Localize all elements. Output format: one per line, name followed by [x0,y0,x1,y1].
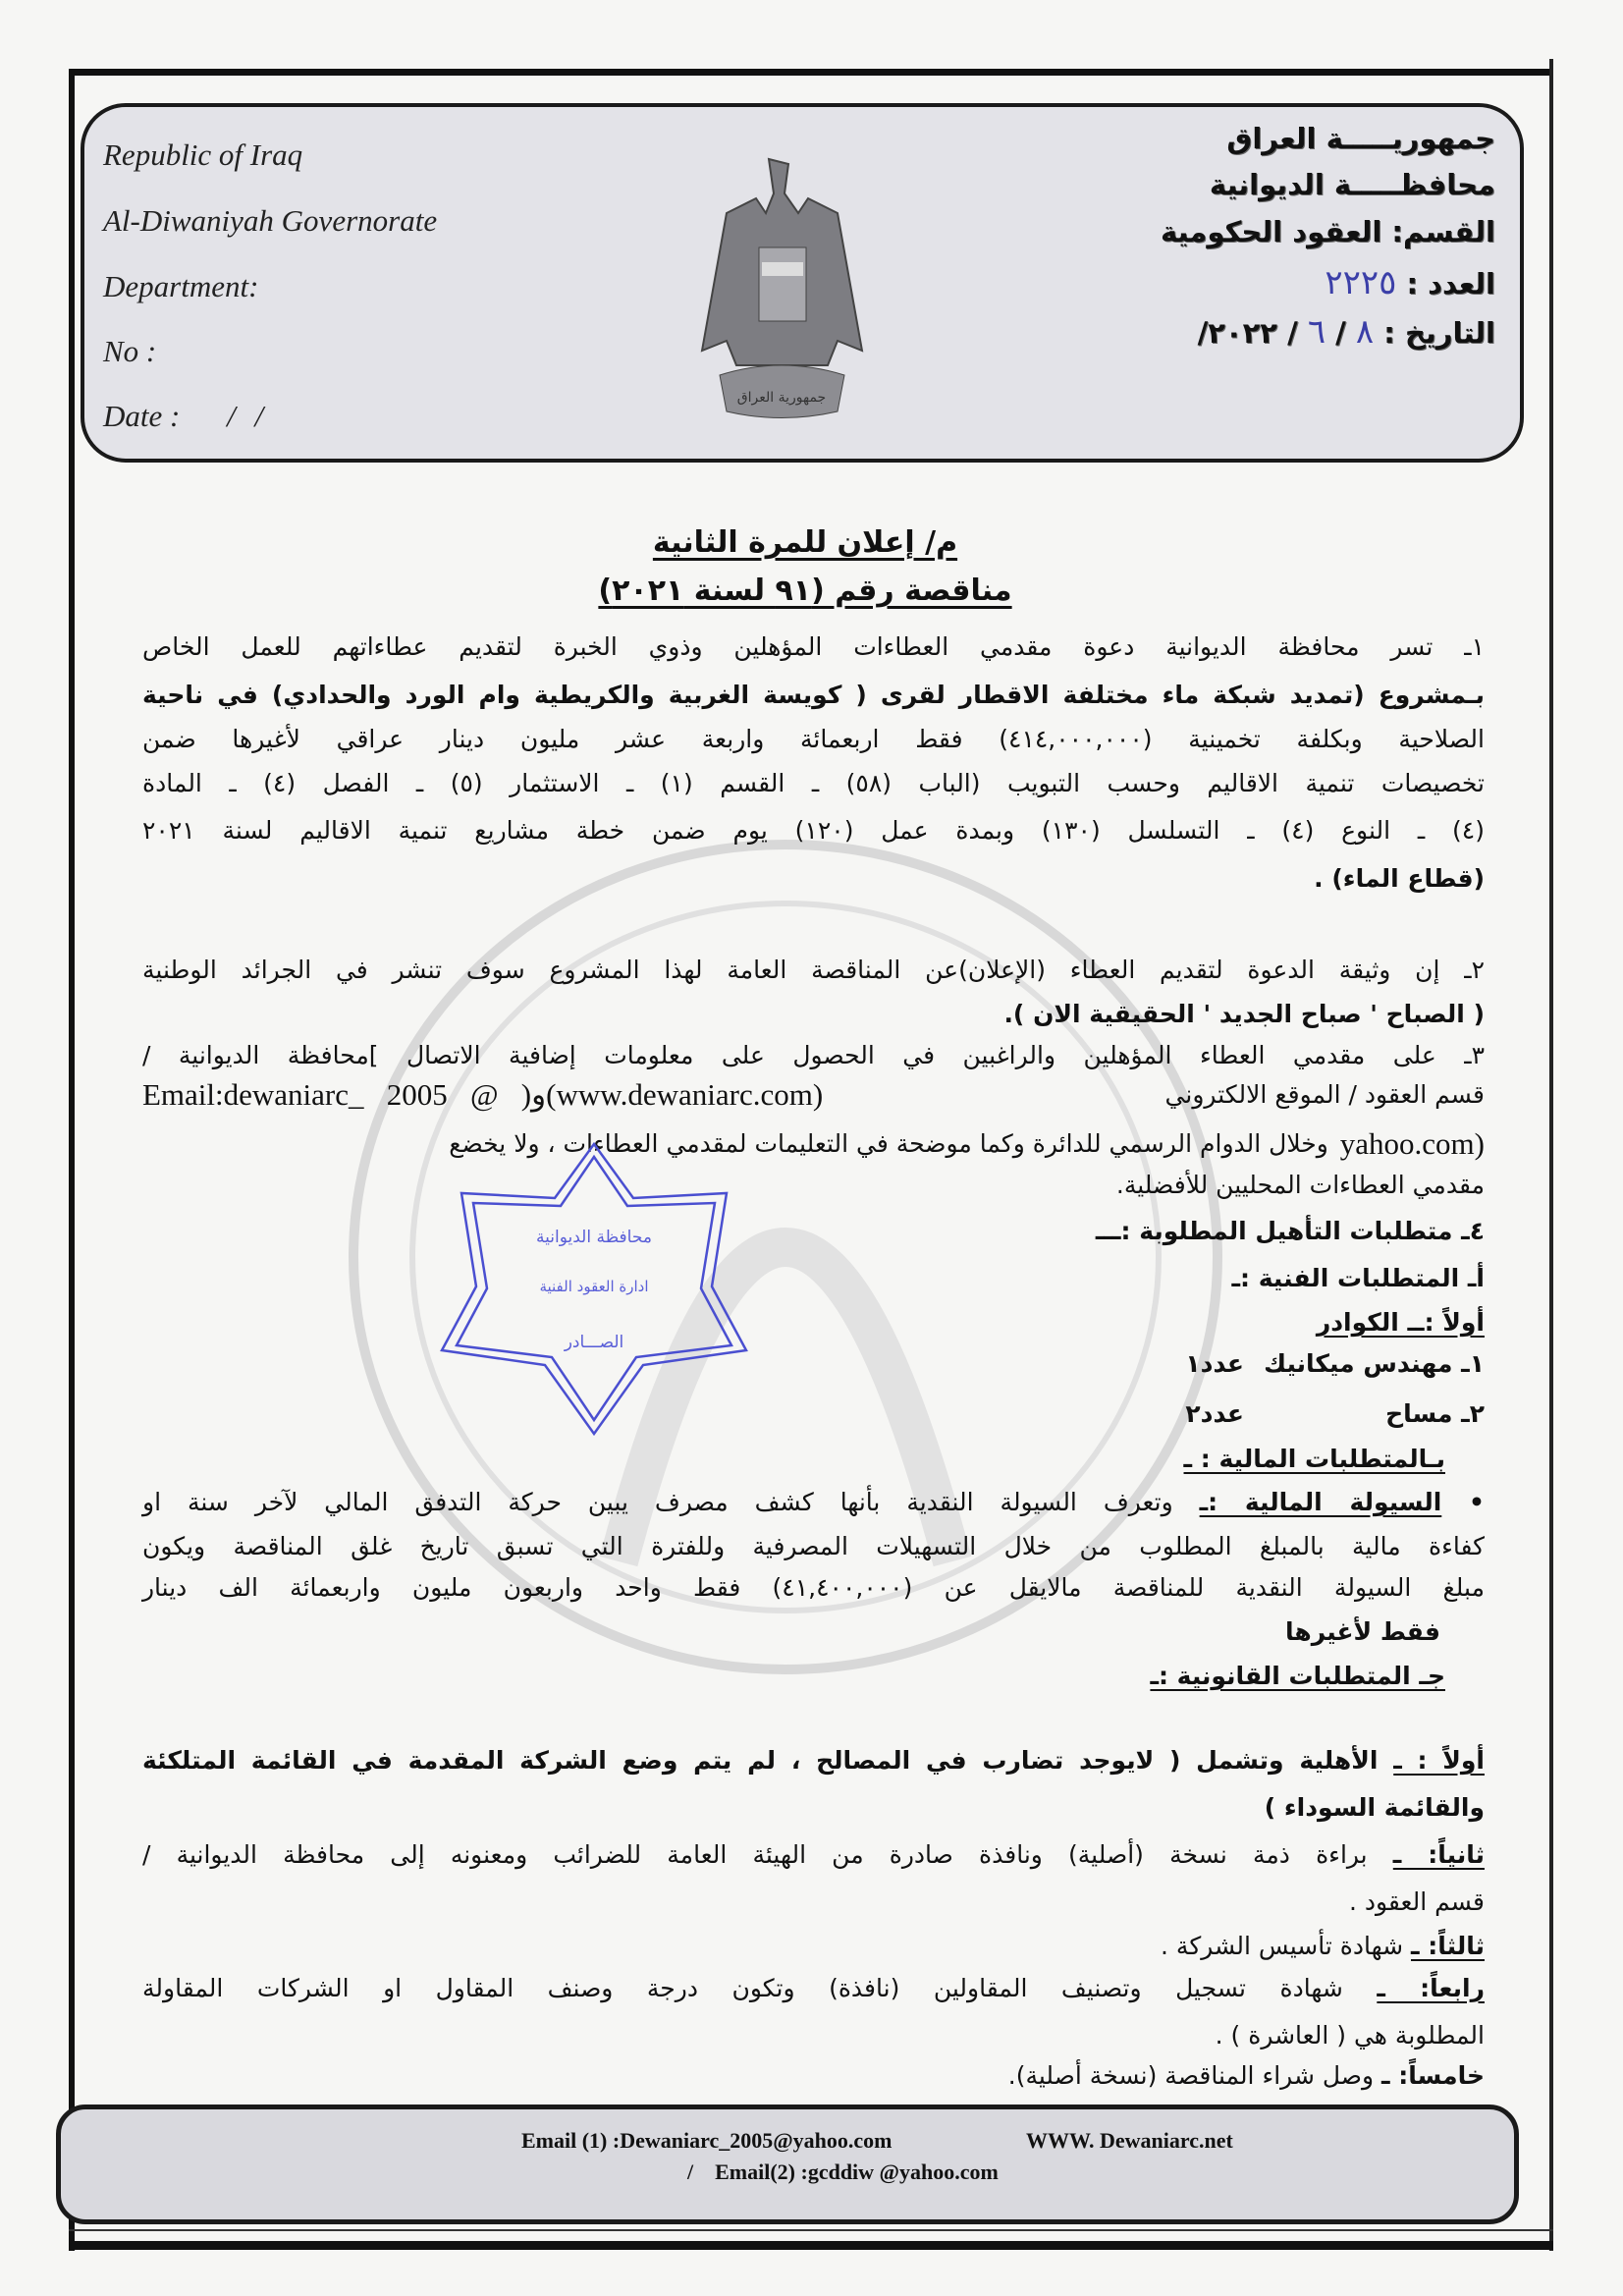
tender-number-title: مناقصة رقم (٩١ لسنة ٢٠٢١) [598,574,1012,608]
announcement-title: م/ إعلان للمرة الثانية [652,525,958,560]
page-border-left [69,69,75,2251]
header-date-label: Date : [103,399,181,433]
p3-line-4: مقدمي العطاءات المحليين للأفضلية. [1115,1171,1485,1199]
legal-item-1-line-2: والقائمة السوداء ) [1264,1793,1485,1822]
header-governorate-ar: محافظـــــة الديوانية [1209,168,1495,201]
legal-requirements-heading: جـ المتطلبات القانونية :ـ [1150,1662,1445,1690]
header-department-ar: القسم: العقود الحكومية [1160,215,1495,248]
p1-line-4: تخصيصات تنمية الاقاليم وحسب التبويب (الباب (٥٨) ـ القسم (١) ـ الاستثمار (٥) ـ الفصل (٤) ـ المادة [142,769,1485,797]
legal-item-1-line-1: أولاً : ـ الأهلية وتشمل ( لايوجد تضارب في المصالح ، لم يتم وضع الشركة المقدمة في القائمة المتلكئة [142,1746,1485,1775]
technical-requirements-heading: أـ المتطلبات الفنية :ـ [1231,1264,1485,1292]
emblem-text: جمهورية العراق [736,390,827,406]
header-date-en [103,399,269,434]
staff-row-1 [142,1340,1485,1388]
liquidity-line-2: كفاءة مالية بالمبلغ المطلوب من خلال التسهيلات المصرفية وللفترة التي تسبق تاريخ غلق المناقصة ويكون [142,1532,1485,1560]
p3-line-3 [142,1121,1485,1168]
header-number-ar [1325,263,1495,302]
p2-line-2: ( الصباح ' صباح الجديد ' الحقيقية الان ). [1003,1000,1485,1028]
staff-count: عدد٢ [1185,1399,1244,1428]
staff-heading: أولاً :ــ الكوادر [1316,1308,1485,1337]
staff-role: ٢ـ مساح [1385,1399,1485,1428]
legal-item-4-line-2: المطلوبة هي ( العاشرة ) . [1215,2021,1485,2050]
stamp-line-3: الصـــادر [564,1333,624,1352]
header-department-en: Department: [103,269,259,303]
liquidity-line-4: فقط لأغيرها [1284,1617,1440,1646]
p3-line-2 [142,1071,1485,1119]
header-governorate-en: Al-Diwaniyah Governorate [103,203,438,238]
page-border-top [69,69,1553,76]
stamp-line-1: محافظة الديوانية [536,1228,652,1247]
qualification-heading: ٤ـ متطلبات التأهيل المطلوبة :ـــ [1095,1217,1485,1245]
header-date-label-ar: التاريخ : [1383,316,1495,350]
header-date-ar: التاريخ : ٨ / ٦ / ٢٠٢٢/ [1197,312,1495,352]
header-date-month: ٦ [1307,312,1326,352]
page-border-bottom-thin [69,2229,1553,2231]
p2-line-1: ٢ـ إن وثيقة الدعوة لتقديم العطاء (الإعلان)عن المناقصة العامة لهذا المشروع سوف تنشر في الجرائد الوطنية [142,956,1485,984]
staff-count: عدد١ [1185,1349,1244,1378]
p1-line-3: الصلاحية وبكلفة تخمينية (٤١٤,٠٠٠,٠٠٠) فقط اربعمائة واربعة عشر مليون دينار عراقي لأغيرها ضمن [142,725,1485,753]
footer-email-2: / Email(2) :gcddiw @yahoo.com [687,2159,999,2184]
header-country-ar: جمهوريـــــة العراق [1226,122,1495,155]
p3-line-2-ar: قسم العقود / الموقع الالكتروني [1164,1080,1485,1109]
financial-requirements-heading: بـالمتطلبات المالية : ـ [1183,1445,1445,1473]
stamp-line-2: ادارة العقود الفنية [539,1278,649,1295]
legal-item-2-line-2: قسم العقود . [1348,1887,1485,1916]
legal-item-3: ثالثاً: ـ شهادة تأسيس الشركة . [1161,1932,1485,1960]
legal-item-4-line-1: رابعاً: ـ شهادة تسجيل وتصنيف المقاولين (نافذة) وتكون درجة وصنف المقاول او الشركات المقاولة [141,1974,1485,2002]
official-stamp [432,1139,756,1439]
footer-website: WWW. Dewaniarc.net [1026,2128,1233,2153]
header-date-year: / ٢٠٢٢/ [1197,316,1298,350]
website-email-text: Email:dewaniarc_ 2005 @ )و(www.dewaniarc.com) [142,1077,824,1112]
header-date-day: ٨ [1355,312,1375,352]
staff-row-2 [142,1391,1485,1438]
legal-item-5: خامساً: ـ وصل شراء المناقصة (نسخة أصلية). [1007,2061,1485,2090]
iraq-emblem-eagle [690,154,874,419]
header-no-en: No : [103,334,157,368]
liquidity-label: السيولة المالية :ـ [1199,1488,1442,1516]
p3-line-1: ٣ـ على مقدمي العطاء المؤهلين والراغبين في الحصول على معلومات إضافية الاتصال ]محافظة الديوانية / [142,1041,1485,1069]
p1-line-6: (قطاع الماء) . [1314,864,1485,893]
liquidity-line-3: مبلغ السيولة النقدية للمناقصة مالايقل عن (٤١,٤٠٠,٠٠٠) فقط واحد واربعون مليون واربعمائة الف دينار [141,1573,1485,1602]
page-border-right [1549,59,1553,2251]
p1-line-1: ١ـ تسر محافظة الديوانية دعوة مقدمي العطاءات المؤهلين وذوي الخبرة لتقديم عطاءاتهم للعمل الخاص [142,632,1485,661]
liquidity-line-1: • السيولة المالية :ـ وتعرف السيولة النقدية بأنها كشف مصرف يبين حركة التدفق المالي لآخر سنة او [142,1488,1485,1516]
header-number-label: العدد : [1406,267,1495,301]
header-number-value: ٢٢٢٥ [1325,263,1397,302]
email-domain-text: yahoo.com) [1339,1126,1485,1161]
p3-line-3-ar: وخلال الدوام الرسمي للدائرة وكما موضحة في التعليمات لمقدمي العطاءات ، ولا يخضع [449,1129,1328,1158]
header-country-en: Republic of Iraq [103,137,303,172]
p1-line-5: (٤) ـ النوع (٤) ـ التسلسل (١٣٠) وبمدة عمل (١٢٠) يوم ضمن خطة مشاريع تنمية الاقاليم لسنة ٢٠٢١ [142,816,1485,845]
page-border-bottom [69,2241,1553,2250]
p1-line-2: بـمشروع (تمديد شبكة ماء مختلفة الاقطار لقرى ( كويسة الغربية والكريطية وام الورد والحدادي) في ناحية [142,681,1485,709]
staff-role: ١ـ مهندس ميكانيك [1264,1349,1485,1378]
legal-item-2-line-1: ثانياً: ـ براءة ذمة نسخة (أصلية) ونافذة صادرة من الهيئة العامة للضرائب ومعنونه إلى محافظة الديوانية / [142,1840,1485,1869]
header-date-slashes: / / [227,399,270,433]
footer-email-1: Email (1) :Dewaniarc_2005@yahoo.com [521,2128,893,2153]
